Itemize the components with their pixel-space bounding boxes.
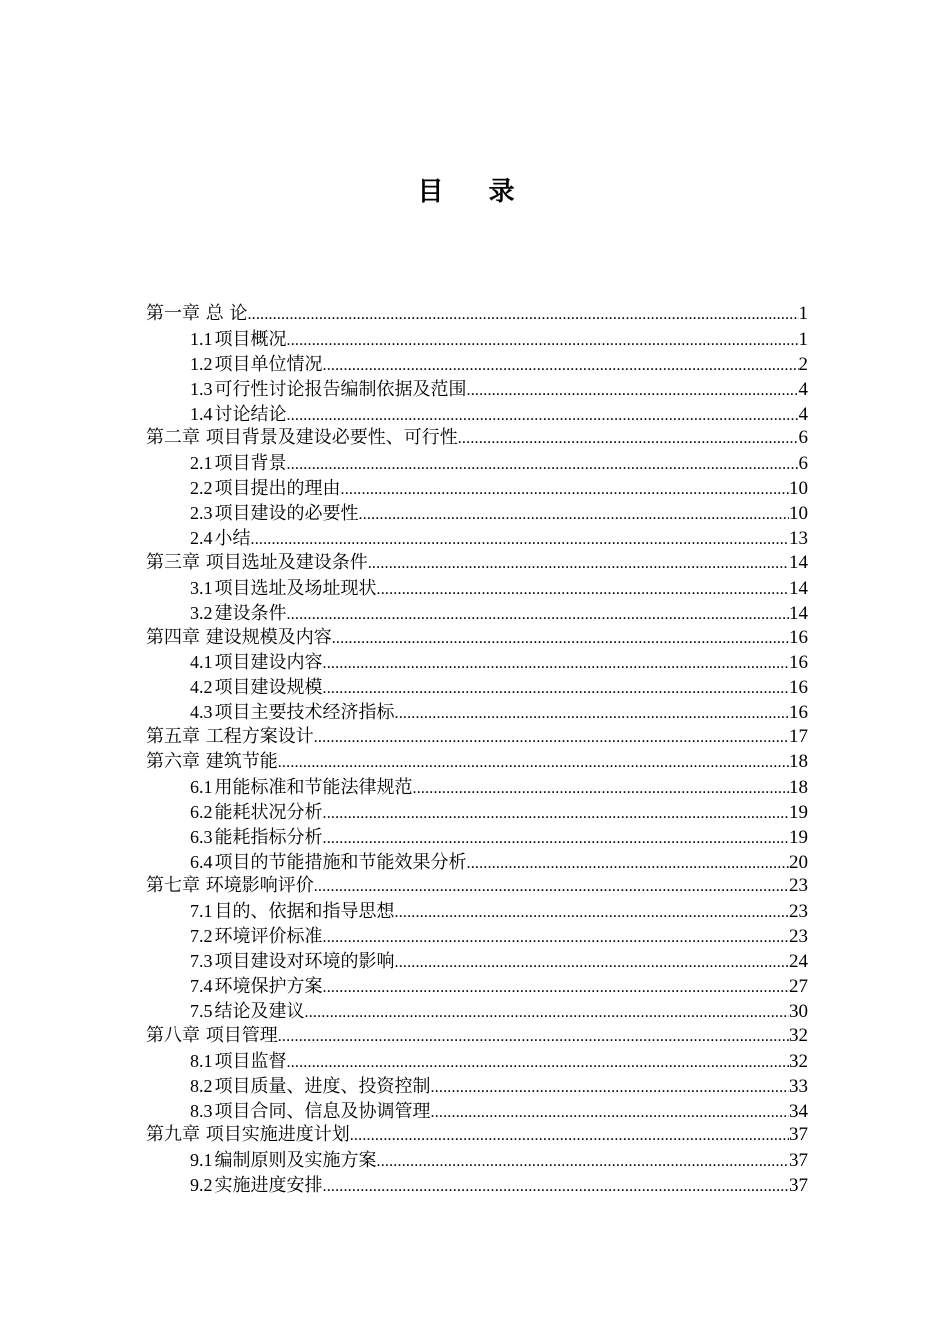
toc-dot-leader [323,677,790,702]
toc-page-number: 32 [789,1050,808,1072]
toc-page-number: 13 [789,528,808,550]
toc-entry-number: 6.4 [190,851,213,872]
toc-dot-leader [431,1101,790,1126]
toc-entry-label [190,974,323,1000]
toc-chapter-entry[interactable] [146,302,808,327]
toc-entry-number: 7.4 [190,976,213,997]
toc-dot-leader [377,578,790,603]
toc-entry-number: 2.4 [190,528,213,549]
toc-page-number: 2 [798,353,808,375]
toc-entry-label [190,501,359,527]
toc-entry-number: 7.3 [190,951,213,972]
toc-page-number: 34 [789,1100,808,1122]
toc-dot-leader [341,478,790,503]
toc-section-entry[interactable] [146,700,808,725]
toc-entry-text: 项目的节能措施和节能效果分析 [214,851,467,873]
toc-page-number: 37 [789,1124,808,1146]
toc-entry-label [190,1099,431,1125]
toc-page-number: 24 [789,951,808,973]
toc-dot-leader [467,852,790,877]
toc-page-number: 14 [789,551,808,573]
toc-dot-leader [323,976,790,1001]
toc-entry-text: 项目单位情况 [214,353,323,375]
toc-page-number: 33 [789,1075,808,1097]
toc-dot-leader [287,1051,790,1076]
toc-chapter-entry[interactable] [146,874,808,899]
toc-page-number: 10 [789,478,808,500]
toc-entry-number: 2.3 [190,503,213,524]
toc-entry-label [146,551,368,576]
toc-page-number: 1 [798,303,808,324]
toc-section-entry[interactable] [146,775,808,800]
toc-entry-text: 项目建设对环境的影响 [214,951,395,973]
toc-entry-label [190,601,287,627]
toc-page-number: 37 [789,1175,808,1197]
toc-entry-text: 第六章 建筑节能 [146,751,278,773]
toc-entry-text: 第八章 项目管理 [146,1024,278,1046]
toc-entry-label [146,725,314,750]
toc-entry-label [146,1123,350,1148]
toc-dot-leader [314,875,789,900]
toc-page-number: 37 [789,1150,808,1172]
toc-entry-label [190,451,287,477]
toc-chapter-entry[interactable] [146,551,808,576]
toc-page-number: 23 [789,875,808,897]
toc-entry-text: 第七章 环境影响评价 [146,875,314,897]
toc-dot-leader [431,1076,790,1101]
toc-section-entry[interactable] [146,850,808,875]
toc-entry-number: 4.1 [190,652,213,673]
toc-entry-label [190,377,467,403]
toc-entry-text: 项目建设规模 [214,677,323,699]
toc-entry-label [146,1024,278,1049]
toc-page-number: 32 [789,1024,808,1046]
toc-dot-leader [287,603,790,628]
toc-dot-leader [368,552,789,577]
toc-entry-number: 7.5 [190,1000,213,1021]
toc-dot-leader [395,951,790,976]
toc-dot-leader [287,404,799,429]
toc-entry-number: 3.2 [190,602,213,623]
toc-entry-text: 用能标准和节能法律规范 [214,776,413,798]
toc-section-entry[interactable] [146,1049,808,1074]
toc-page-number: 18 [789,776,808,798]
toc-entry-label [190,949,395,975]
toc-entry-number: 8.2 [190,1075,213,1096]
toc-entry-label [190,526,251,552]
toc-entry-label [190,576,377,602]
toc-section-entry[interactable] [146,800,808,825]
toc-entry-text: 第一章 总 论 [146,303,248,324]
toc-entry-label [190,1173,323,1199]
toc-page-number: 20 [789,851,808,873]
toc-entry-text: 项目提出的理由 [214,478,341,500]
toc-page-number: 1 [798,328,808,350]
toc-entry-text: 第三章 项目选址及建设条件 [146,551,368,573]
toc-page-number: 16 [789,677,808,699]
toc-dot-leader [395,901,790,926]
toc-entry-number: 9.1 [190,1150,213,1171]
toc-section-entry[interactable] [146,601,808,626]
toc-dot-leader [332,627,789,652]
toc-entry-text: 项目建设内容 [214,652,323,674]
toc-dot-leader [359,503,790,528]
toc-dot-leader [251,528,790,553]
toc-page-number: 23 [789,926,808,948]
toc-entry-text: 结论及建议 [214,1000,305,1022]
toc-section-entry[interactable] [146,377,808,402]
toc-entry-text: 讨论结论 [214,403,287,425]
toc-section-entry[interactable] [146,501,808,526]
toc-entry-number: 1.3 [190,378,213,399]
toc-section-entry[interactable] [146,526,808,551]
toc-page-number: 14 [789,577,808,599]
toc-entry-text: 实施进度安排 [214,1175,323,1197]
toc-page-number: 16 [789,702,808,724]
toc-dot-leader [323,827,790,852]
toc-entry-number: 6.2 [190,801,213,822]
toc-page-number: 14 [789,602,808,624]
toc-entry-text: 第九章 项目实施进度计划 [146,1124,350,1146]
toc-chapter-entry[interactable] [146,750,808,775]
toc-entry-label [190,675,323,701]
toc-section-entry[interactable] [146,1099,808,1124]
toc-page-number: 30 [789,1000,808,1022]
toc-entry-number: 2.2 [190,478,213,499]
toc-entry-number: 8.3 [190,1100,213,1121]
toc-chapter-entry[interactable] [146,1123,808,1148]
toc-dot-leader [314,726,789,751]
toc-entry-label [190,924,323,950]
toc-dot-leader [323,354,799,379]
toc-entry-label [146,626,332,651]
toc-entry-text: 项目选址及场址现状 [214,577,377,599]
toc-entry-label [190,476,341,502]
toc-page-number: 23 [789,901,808,923]
toc-entry-label [190,1074,431,1100]
toc-entry-label [146,750,278,775]
toc-section-entry[interactable] [146,1148,808,1173]
toc-entry-label [190,327,287,353]
toc-entry-number: 3.1 [190,577,213,598]
toc-entry-text: 编制原则及实施方案 [214,1150,377,1172]
toc-page-number: 16 [789,652,808,674]
toc-section-entry[interactable] [146,327,808,352]
toc-section-entry[interactable] [146,899,808,924]
toc-section-entry[interactable] [146,825,808,850]
table-of-contents [146,302,808,1198]
toc-entry-text: 能耗状况分析 [214,801,323,823]
toc-page-number: 18 [789,751,808,773]
toc-page-number: 6 [798,453,808,475]
toc-entry-text: 项目主要技术经济指标 [214,702,395,724]
toc-page-number: 17 [789,726,808,748]
toc-entry-label [190,650,323,676]
toc-page-number: 16 [789,626,808,648]
toc-entry-text: 第二章 项目背景及建设必要性、可行性 [146,427,458,449]
toc-chapter-entry[interactable] [146,1024,808,1049]
toc-entry-number: 2.1 [190,453,213,474]
toc-page-number: 27 [789,976,808,998]
toc-entry-number: 9.2 [190,1175,213,1196]
page-title: 目 录 [417,177,533,207]
toc-dot-leader [247,303,798,328]
toc-entry-label [146,302,247,327]
toc-dot-leader [287,453,799,478]
toc-section-entry[interactable] [146,999,808,1024]
toc-section-entry[interactable] [146,650,808,675]
toc-entry-number: 8.1 [190,1050,213,1071]
toc-entry-text: 项目概况 [214,328,287,350]
toc-entry-label [190,1049,287,1075]
toc-entry-label [146,874,314,899]
toc-entry-text: 项目质量、进度、投资控制 [214,1075,431,1097]
toc-entry-label [146,426,458,451]
toc-entry-text: 小结 [214,528,251,550]
toc-entry-label [190,800,323,826]
toc-dot-leader [287,329,799,354]
toc-entry-label [190,825,323,851]
toc-dot-leader [377,1150,790,1175]
toc-dot-leader [323,1175,790,1200]
toc-entry-number: 6.1 [190,776,213,797]
toc-section-entry[interactable] [146,675,808,700]
toc-page-number: 10 [789,503,808,525]
toc-entry-label [190,899,395,925]
toc-entry-text: 可行性讨论报告编制依据及范围 [214,378,467,400]
toc-entry-text: 第五章 工程方案设计 [146,726,314,748]
toc-dot-leader [323,802,790,827]
toc-page-number: 19 [789,801,808,823]
toc-section-entry[interactable] [146,451,808,476]
toc-dot-leader [323,926,790,951]
toc-entry-number: 7.2 [190,926,213,947]
toc-entry-label [190,402,287,428]
toc-section-entry[interactable] [146,974,808,999]
toc-page-number: 19 [789,826,808,848]
toc-entry-text: 第四章 建设规模及内容 [146,626,332,648]
toc-entry-number: 1.2 [190,353,213,374]
toc-entry-text: 能耗指标分析 [214,826,323,848]
toc-section-entry[interactable] [146,352,808,377]
toc-section-entry[interactable] [146,402,808,427]
toc-chapter-entry[interactable] [146,426,808,451]
toc-entry-label [190,700,395,726]
toc-entry-text: 项目合同、信息及协调管理 [214,1100,431,1122]
toc-dot-leader [278,751,789,776]
toc-entry-text: 目的、依据和指导思想 [214,901,395,923]
toc-entry-label [190,850,467,876]
toc-entry-number: 7.1 [190,901,213,922]
toc-dot-leader [305,1001,790,1026]
toc-page-number: 4 [798,378,808,400]
toc-dot-leader [467,379,799,404]
toc-entry-number: 1.1 [190,328,213,349]
toc-entry-text: 环境保护方案 [214,976,323,998]
toc-chapter-entry[interactable] [146,626,808,651]
toc-entry-text: 环境评价标准 [214,926,323,948]
toc-page-number: 6 [798,427,808,449]
toc-entry-label [190,1148,377,1174]
toc-dot-leader [395,702,790,727]
toc-entry-number: 4.2 [190,677,213,698]
toc-entry-label [190,999,305,1025]
toc-section-entry[interactable] [146,476,808,501]
toc-entry-label [190,352,323,378]
toc-dot-leader [350,1124,789,1149]
toc-entry-number: 4.3 [190,702,213,723]
toc-page-number: 4 [798,403,808,425]
toc-dot-leader [413,777,790,802]
toc-entry-number: 1.4 [190,403,213,424]
toc-section-entry[interactable] [146,576,808,601]
toc-chapter-entry[interactable] [146,725,808,750]
toc-entry-text: 项目建设的必要性 [214,503,359,525]
toc-section-entry[interactable] [146,924,808,949]
toc-section-entry[interactable] [146,1173,808,1198]
toc-entry-number: 6.3 [190,826,213,847]
toc-section-entry[interactable] [146,1074,808,1099]
toc-entry-label [190,775,413,801]
toc-dot-leader [278,1025,789,1050]
toc-entry-text: 项目背景 [214,453,287,475]
toc-entry-text: 建设条件 [214,602,287,624]
toc-section-entry[interactable] [146,949,808,974]
toc-entry-text: 项目监督 [214,1050,287,1072]
toc-dot-leader [458,427,799,452]
toc-dot-leader [323,652,790,677]
